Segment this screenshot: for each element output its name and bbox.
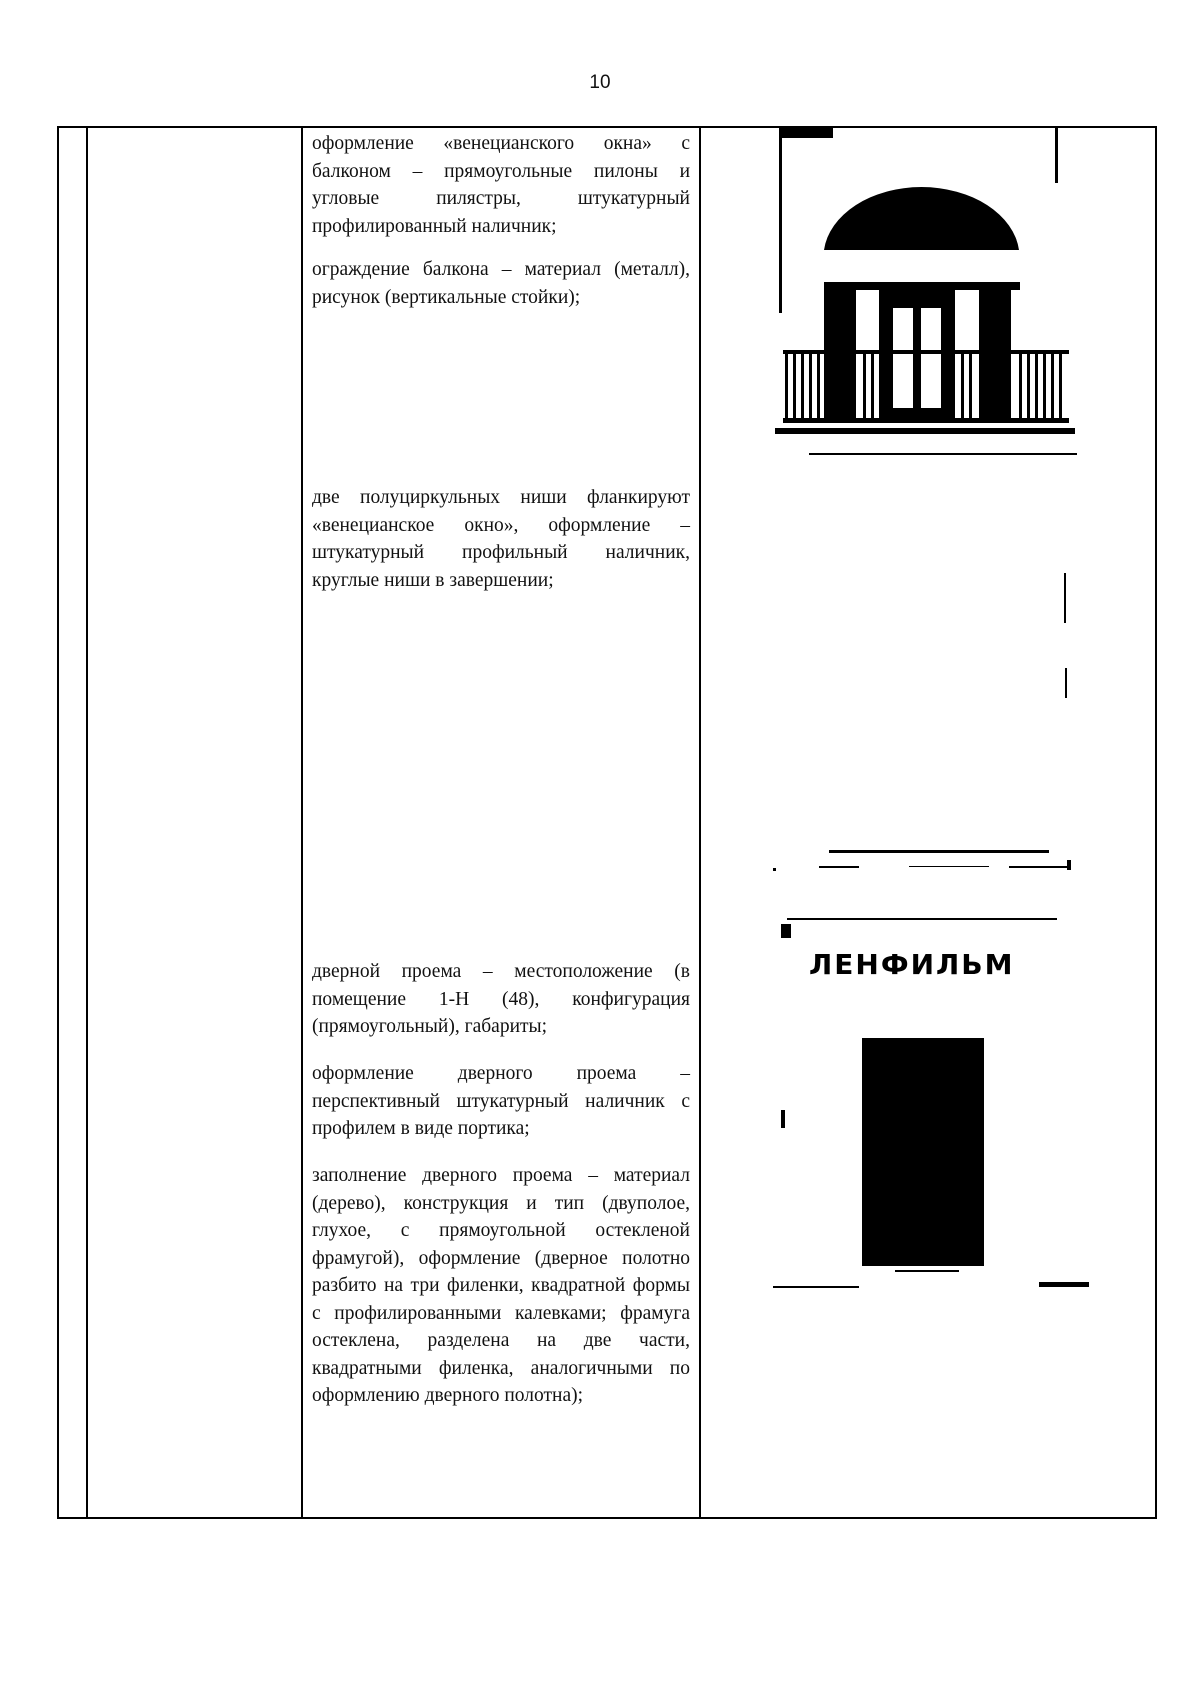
description-doorway-trim: оформление дверного проема – перспективный штукатурный наличник с профилем в виде портика;	[312, 1063, 690, 1139]
niche-photo	[769, 488, 1089, 908]
description-balcony-railing: ограждение балкона – материал (металл), рисунок (вертикальные стойки);	[312, 259, 690, 308]
photo-column	[700, 128, 1155, 1517]
description-niches: две полуциркульных ниши фланкируют «венецианское окно», оформление – штукатурный профильный наличник, круглые ниши в завершении;	[312, 487, 690, 591]
description-doorway: дверной проема – местоположение (в помещение 1-Н (48), конфигурация (прямоугольный), габариты;	[312, 961, 690, 1037]
description-window-trim: оформление «венецианского окна» с балконом – прямоугольные пилоны и угловые пилястры, штукатурный профилированный наличник;	[312, 133, 690, 237]
description-door-filling: заполнение дверного проема – материал (дерево), конструкция и тип (двуполое, глухое, с прямоугольной остекленой фрамугой), оформление (дверное полотно разбито на три филенки, квадратной формы с профилированными калевками; фрамуга остеклена, разделена на две части, квадратными филенка, аналогичными по оформлению дверного полотна);	[312, 1165, 690, 1406]
column-divider	[301, 128, 303, 1517]
door-sign: ЛЕНФИЛЬМ	[809, 948, 1015, 981]
column-divider	[86, 128, 88, 1517]
description-table	[57, 126, 1157, 1519]
venetian-window-balcony-photo	[769, 128, 1089, 478]
door-photo	[769, 918, 1089, 1308]
page-number: 10	[589, 72, 611, 93]
description-column	[312, 128, 690, 1517]
